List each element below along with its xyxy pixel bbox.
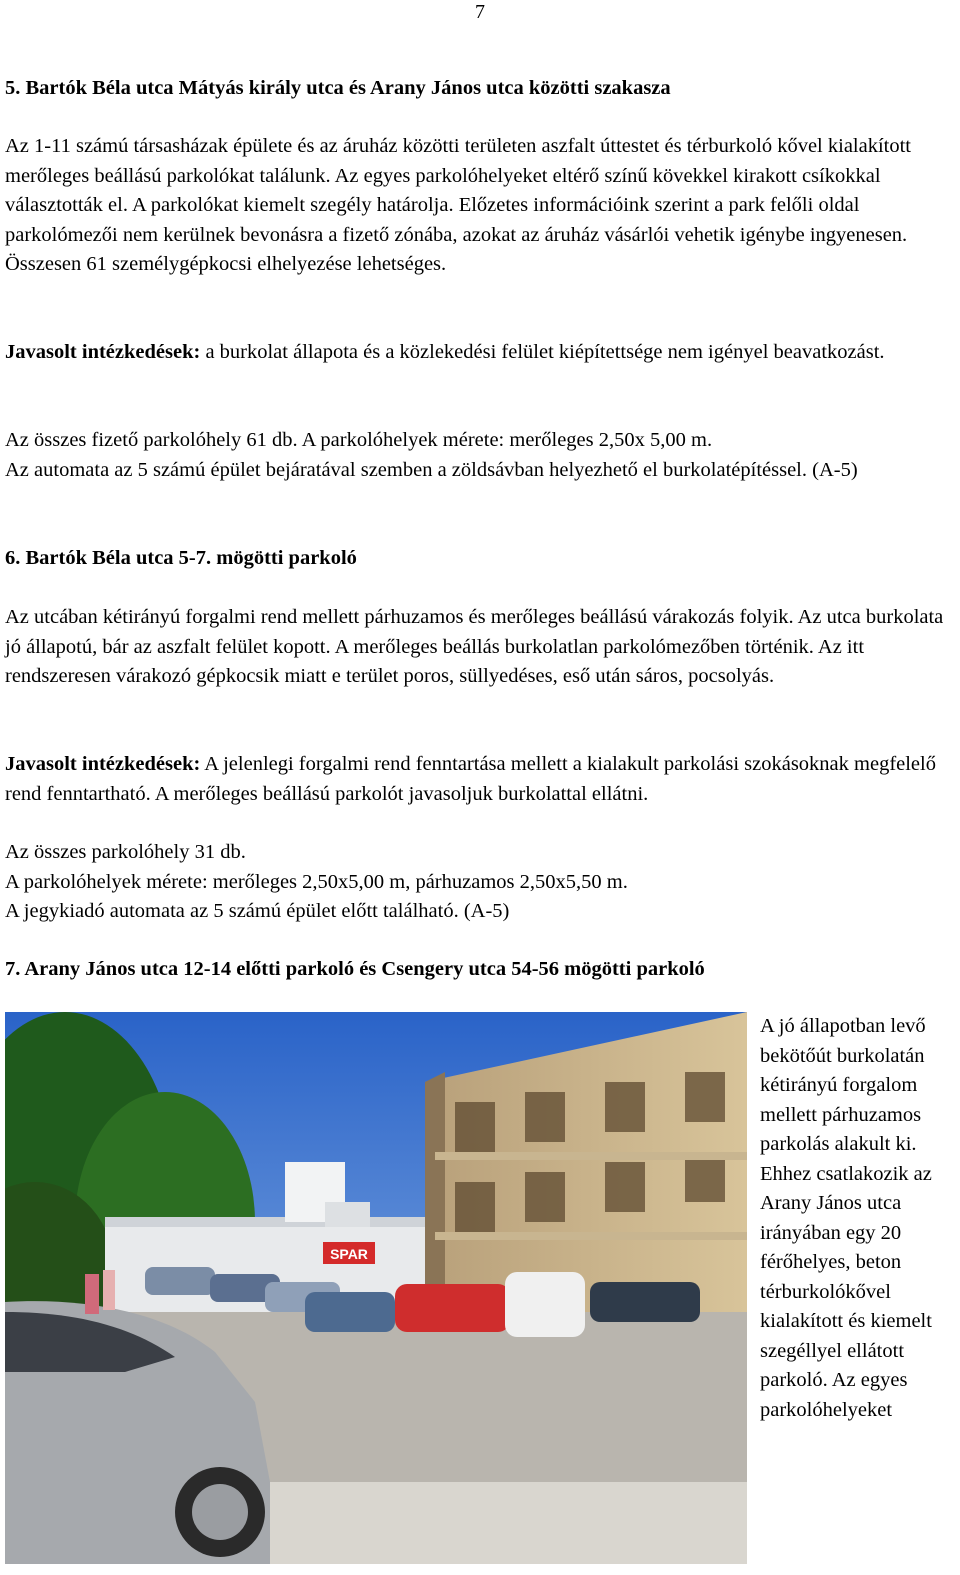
section-6-paragraph: Az utcában kétirányú forgalmi rend mellett párhuzamos és merőleges beállású várakozás folyik. Az utca burkolata jó állapotú, bár az aszfalt felület kopott. A merőleges beállás burkolatlan parkolómezőben történik. Az itt rendszeresen várakozó gépkocsik miatt e terület poros, süllyedéses, eső után sáros, pocsolyás. xyxy=(5,606,944,687)
section-6-measures xyxy=(5,750,955,809)
measures-text: a burkolat állapota és a közlekedési felület kiépítettsége nem igényel beavatkozást. xyxy=(200,341,885,363)
section-6-parking-count: Az összes parkolóhely 31 db. xyxy=(5,841,246,863)
section-6-parking-size: A parkolóhelyek mérete: merőleges 2,50x5,00 m, párhuzamos 2,50x5,50 m. xyxy=(5,871,628,893)
section-5-paragraph: Az 1-11 számú társasházak épülete és az áruház közötti területen aszfalt úttestet és térburkoló kővel kialakított merőleges beállású parkolókat találunk. Az egyes parkolóhelyeket eltérő színű kövekkel kirakott csíkokkal választották el. A parkolókat kiemelt szegély határolja. Előzetes információink szerint a park felőli oldal parkolómezői nem kerülnek bevonásra a fizető zónába, azokat az áruház vásárlói vehetik igénybe ingyenesen. Összesen 61 személygépkocsi elhelyezése lehetséges. xyxy=(5,135,912,275)
measures-label: Javasolt intézkedések: xyxy=(5,341,201,363)
section-7-heading: 7. Arany János utca 12-14 előtti parkoló és Csengery utca 54-56 mögötti parkoló xyxy=(5,958,705,980)
section-5-machine-note: Az automata az 5 számú épület bejáratával szemben a zöldsávban helyezhető el burkolatépítéssel. (A-5) xyxy=(5,459,858,481)
section-6-ticket-machine: A jegykiadó automata az 5 számú épület előtt található. (A-5) xyxy=(5,900,510,922)
section-5-parking-count: Az összes fizető parkolóhely 61 db. A parkolóhelyek mérete: merőleges 2,50x 5,00 m. xyxy=(5,429,713,451)
store-sign-text: SPAR xyxy=(330,1246,368,1262)
parking-lot-photo-illustration xyxy=(5,1012,747,1564)
measures-label: Javasolt intézkedések: xyxy=(5,753,201,775)
page-number: 7 xyxy=(475,1,485,23)
parking-lot-photo xyxy=(5,1012,747,1564)
section-5-heading: 5. Bartók Béla utca Mátyás király utca és Arany János utca közötti szakasza xyxy=(5,77,671,99)
section-7-side-text: A jó állapotban levő bekötőút burkolatán kétirányú forgalom mellett párhuzamos parkolás alakult ki. Ehhez csatlakozik az Arany János utca irányában egy 20 férőhelyes, beton térburkolókővel kialakított és kiemelt szegéllyel ellátott parkoló. Az egyes parkolóhelyeket xyxy=(760,1015,932,1421)
section-6-heading: 6. Bartók Béla utca 5-7. mögötti parkoló xyxy=(5,547,357,569)
measures-text: A jelenlegi forgalmi rend fenntartása mellett a kialakult parkolási szokásoknak megfelelő rend fenntartható. A merőleges beállású parkolót javasoljuk burkolattal ellátni. xyxy=(5,753,936,805)
section-5-measures xyxy=(5,338,955,368)
